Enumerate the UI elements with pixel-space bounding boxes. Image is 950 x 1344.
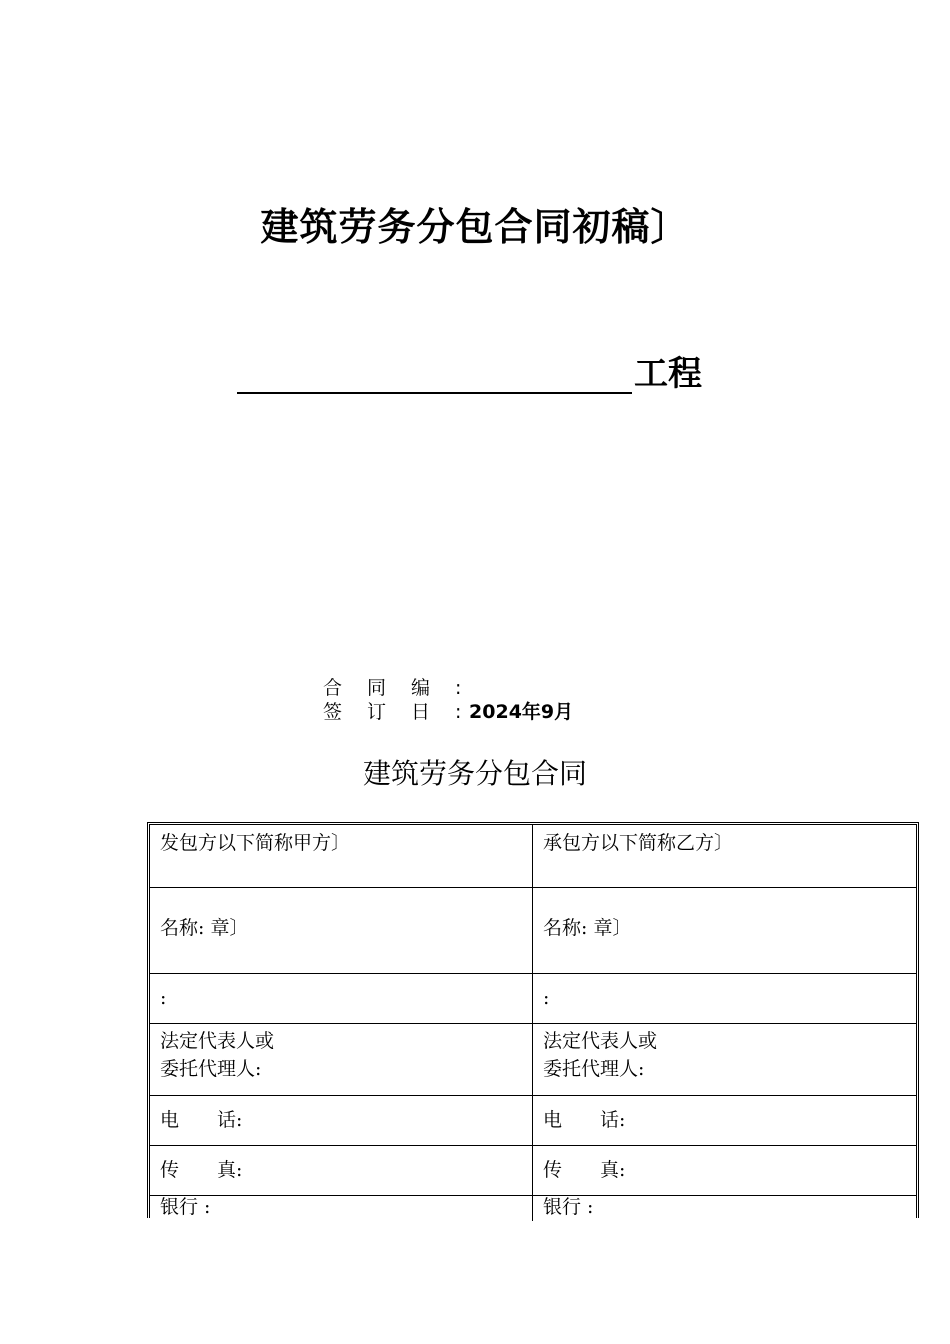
project-suffix: 工程 (634, 354, 702, 394)
party-b-phone: 电 话: (543, 1109, 626, 1131)
rep-label-line2: 委托代理人: (543, 1058, 645, 1080)
party-a-phone: 电 话: (150, 1095, 533, 1145)
contract-number-row (323, 673, 463, 700)
project-name-blank (237, 352, 632, 394)
table-row (150, 1145, 916, 1196)
sign-date-value: 2024年9月 (469, 701, 574, 723)
table-row (150, 1195, 916, 1221)
party-b-fax: 传 真: (543, 1159, 626, 1181)
table-row (150, 1023, 916, 1096)
party-b-header: 承包方以下简称乙方〕 (543, 832, 734, 854)
party-a-bank: 银行 : (150, 1195, 533, 1221)
document-subtitle: 建筑劳务分包合同 (362, 757, 587, 790)
project-name-line (237, 350, 702, 394)
party-a-header: 发包方以下简称甲方〕 (150, 825, 533, 887)
table-row (150, 887, 916, 974)
party-b-name: 名称: 章〕 (543, 917, 632, 939)
table-row (150, 825, 916, 888)
party-a-fax: 传 真: (150, 1145, 533, 1195)
document-title: 建筑劳务分包合同初稿〕 (260, 205, 690, 249)
party-a-name: 名称: 章〕 (150, 887, 533, 973)
party-b-bank: 银行 : (543, 1196, 594, 1218)
parties-table (147, 822, 919, 1218)
sign-date-label: 签 订 日 : (323, 701, 462, 723)
party-b-address: : (543, 987, 550, 1009)
party-b-representative (533, 1023, 916, 1095)
table-row (150, 1095, 916, 1146)
contract-number-label: 合 同 编 : (323, 677, 462, 699)
rep-label-line2: 委托代理人: (160, 1058, 262, 1080)
party-a-address: : (150, 973, 533, 1023)
party-a-representative (150, 1023, 533, 1095)
sign-date-row (323, 697, 573, 724)
rep-label-line1: 法定代表人或 (160, 1030, 275, 1052)
table-row (150, 973, 916, 1024)
rep-label-line1: 法定代表人或 (543, 1030, 658, 1052)
